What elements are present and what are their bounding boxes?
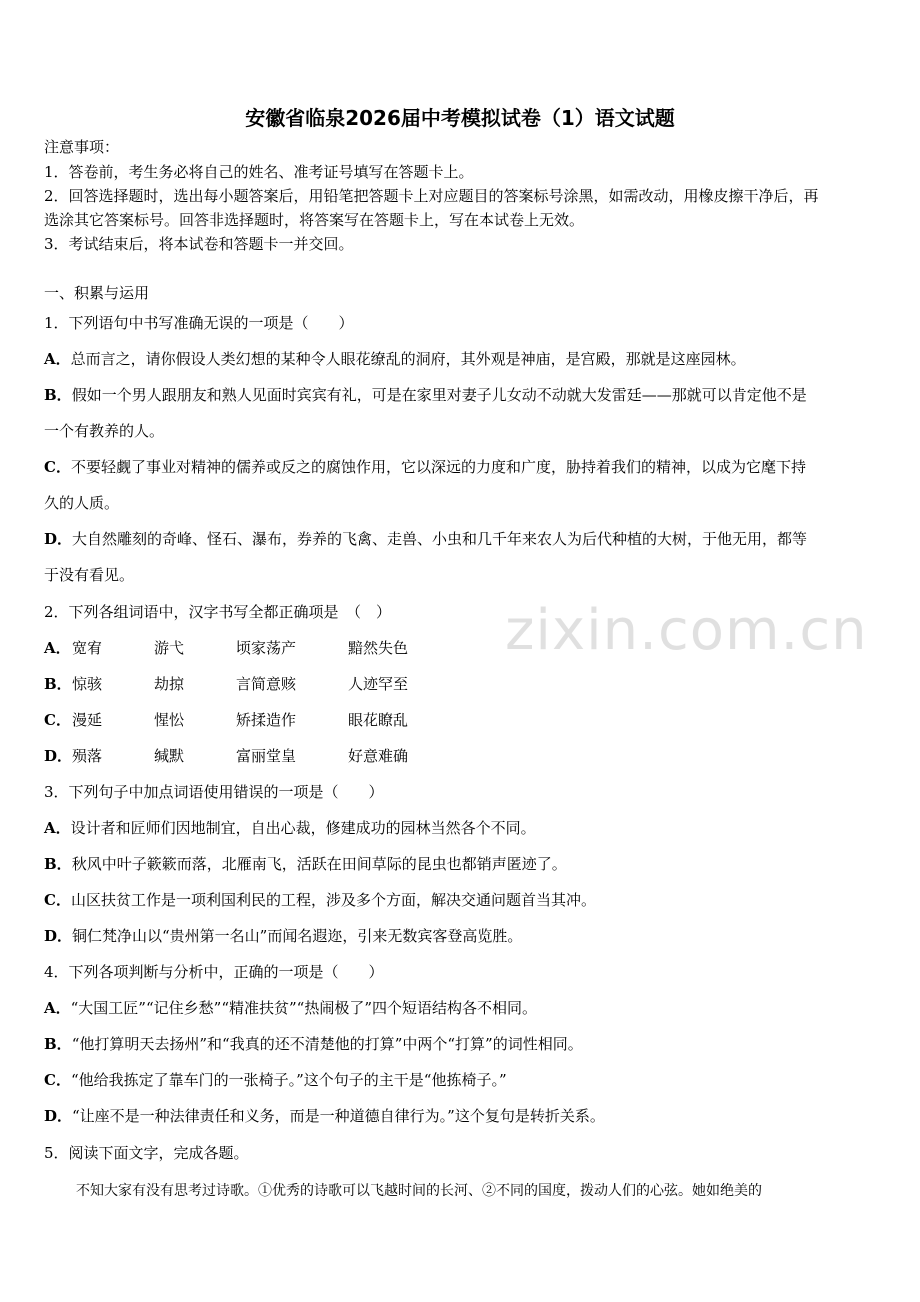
option-label: A． — [44, 819, 71, 837]
word: 殒落 — [72, 747, 103, 765]
watermark: zixin.com.cn — [505, 598, 868, 663]
q1-option-c-cont: 久的人质。 — [44, 494, 120, 512]
q1-option-c — [44, 457, 876, 477]
word: 游弋 — [154, 639, 185, 657]
q4-stem: 4．下列各项判断与分析中，正确的一项是（ ） — [44, 963, 384, 981]
word: 惺忪 — [154, 711, 185, 729]
q1-option-b-cont: 一个有教养的人。 — [44, 422, 165, 440]
q2-option-c — [44, 710, 468, 730]
word: 漫延 — [72, 711, 103, 729]
option-text: “他打算明天去扬州”和“我真的还不清楚他的打算”中两个“打算”的词性相同。 — [71, 1035, 583, 1053]
q1-stem: 1．下列语句中书写准确无误的一项是（ ） — [44, 314, 354, 332]
notice-item-1: 1．答卷前，考生务必将自己的姓名、准考证号填写在答题卡上。 — [44, 163, 474, 181]
word: 顷家荡产 — [236, 639, 297, 657]
q1-option-d — [44, 529, 876, 549]
word: 矫揉造作 — [236, 711, 297, 729]
option-label: B． — [44, 855, 72, 873]
option-text: 大自然雕刻的奇峰、怪石、瀑布，券养的飞禽、走兽、小虫和几千年来农人为后代种植的大树，于他无用，都等 — [72, 530, 808, 548]
q3-option-b — [44, 854, 876, 874]
notice-item-2: 2．回答选择题时，选出每小题答案后，用铅笔把答题卡上对应题目的答案标号涂黑，如需改动，用橡皮擦干净后，再 — [44, 187, 819, 205]
q4-option-a — [44, 998, 876, 1018]
option-text: 假如一个男人跟朋友和熟人见面时宾宾有礼，可是在家里对妻子儿女动不动就大发雷廷——那就可以肯定他不是 — [71, 386, 807, 404]
q3-option-a — [44, 818, 876, 838]
option-label: C． — [44, 1071, 71, 1089]
option-text: 总而言之，请你假设人类幻想的某种令人眼花缭乱的洞府，其外观是神庙，是宫殿，那就是这座园林。 — [70, 350, 746, 368]
notice-heading: 注意事项： — [44, 138, 120, 156]
word: 人迹罕至 — [348, 675, 409, 693]
option-label: A． — [44, 999, 71, 1017]
option-label: C． — [44, 891, 71, 909]
q2-option-a — [44, 638, 468, 658]
option-text: 设计者和匠师们因地制宜，自出心裁，修建成功的园林当然各个不同。 — [70, 819, 536, 837]
q3-option-d — [44, 926, 876, 946]
q4-option-b — [44, 1034, 876, 1054]
word: 眼花瞭乱 — [348, 711, 409, 729]
word: 宽宥 — [72, 639, 103, 657]
q1-option-a — [44, 349, 876, 369]
q3-option-c — [44, 890, 876, 910]
word: 黯然失色 — [348, 639, 409, 657]
section-heading: 一、积累与运用 — [44, 284, 150, 302]
option-label: D． — [44, 1107, 73, 1125]
word: 劫掠 — [154, 675, 185, 693]
option-label: B． — [44, 1035, 72, 1053]
q1-option-d-cont: 于没有看见。 — [44, 566, 135, 584]
q4-option-c — [44, 1070, 876, 1090]
option-text: 铜仁梵净山以“贵州第一名山”而闻名遐迩，引来无数宾客登高览胜。 — [72, 927, 523, 945]
word: 缄默 — [154, 747, 185, 765]
option-text: “让座不是一种法律责任和义务，而是一种道德自律行为。”这个复句是转折关系。 — [72, 1107, 605, 1125]
q5-stem: 5．阅读下面文字，完成各题。 — [44, 1144, 249, 1162]
option-label: D． — [44, 747, 73, 765]
option-label: D． — [44, 530, 73, 548]
notice-item-2-cont: 选涂其它答案标号。回答非选择题时，将答案写在答题卡上，写在本试卷上无效。 — [44, 211, 585, 229]
option-text: “他给我拣定了靠车门的一张椅子。”这个句子的主干是“他拣椅子。” — [70, 1071, 507, 1089]
word: 好意难确 — [348, 747, 409, 765]
option-label: B． — [44, 386, 72, 404]
option-text: “大国工匠”“记住乡愁”“精准扶贫”“热闹极了”四个短语结构各不相同。 — [70, 999, 537, 1017]
option-text: 不要轻觑了事业对精神的儒养或反之的腐蚀作用，它以深远的力度和广度，胁持着我们的精神，以成为它麾下持 — [70, 458, 806, 476]
option-label: C． — [44, 458, 71, 476]
word: 言简意赅 — [236, 675, 297, 693]
q4-option-d — [44, 1106, 876, 1126]
q1-option-b — [44, 385, 876, 405]
page-title: 安徽省临泉2026届中考模拟试卷（1）语文试题 — [245, 106, 675, 130]
word: 惊骇 — [72, 675, 103, 693]
option-label: A． — [44, 639, 71, 657]
option-label: C． — [44, 711, 71, 729]
option-label: D． — [44, 927, 73, 945]
q3-stem: 3．下列句子中加点词语使用错误的一项是（ ） — [44, 783, 384, 801]
q5-passage: 不知大家有没有思考过诗歌。①优秀的诗歌可以飞越时间的长河、②不同的国度，拨动人们的心弦。她如绝美的 — [76, 1183, 762, 1199]
option-label: A． — [44, 350, 71, 368]
notice-item-3: 3．考试结束后，将本试卷和答题卡一并交回。 — [44, 235, 354, 253]
q2-stem: 2．下列各组词语中，汉字书写全都正确项是 （ ） — [44, 603, 392, 621]
q2-option-b — [44, 674, 468, 694]
q2-option-d — [44, 746, 468, 766]
option-label: B． — [44, 675, 72, 693]
word: 富丽堂皇 — [236, 747, 297, 765]
option-text: 秋风中叶子簌簌而落，北雁南飞，活跃在田间草际的昆虫也都销声匿迹了。 — [71, 855, 567, 873]
option-text: 山区扶贫工作是一项利国利民的工程，涉及多个方面，解决交通问题首当其冲。 — [70, 891, 596, 909]
